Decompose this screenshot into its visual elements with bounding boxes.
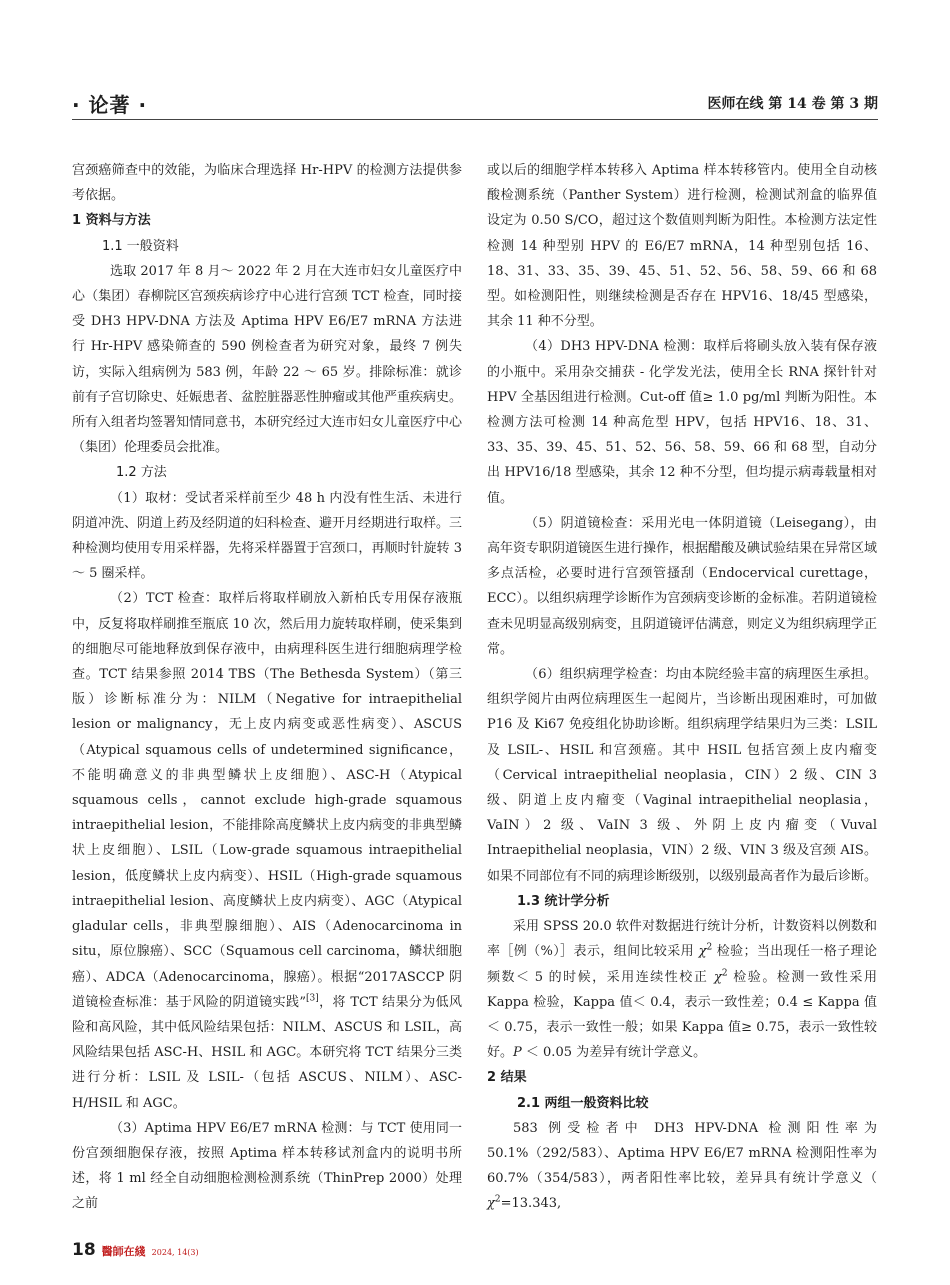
intro-tail: 宫颈癌筛查中的效能，为临床合理选择 Hr-HPV 的检测方法提供参考依据。 [72, 163, 462, 204]
heading-stats: 1.3 统计学分析 [517, 893, 610, 909]
chi-square-mark-3: 2 [494, 1195, 501, 1205]
reference-mark: [3] [305, 993, 319, 1004]
paragraph-aptima: （3）Aptima HPV E6/E7 mRNA 检测：与 TCT 使用同一份宫颈细胞保存液，按照 Aptima 样本转移试剂盒内的说明书所述，将 1 ml 经全自动细胞检测检测系统（ThinPrep 2000）处理之前 [72, 1120, 462, 1212]
paragraph-tct [72, 586, 462, 1115]
p-symbol: P [513, 1045, 522, 1061]
issue-label: 2024, 14(3) [151, 1248, 199, 1257]
results-text-b: =13.343, [500, 1196, 562, 1212]
header-rule [72, 119, 878, 120]
stats-text-a: 采用 SPSS 20.0 软件对数据进行统计分析，计数资料以例数和率［例（%）］表示，组间比较采用 [487, 919, 877, 960]
heading-methods: 1 资料与方法 [72, 213, 151, 229]
chi-square-mark: 2 [706, 942, 713, 953]
paragraph-stats [487, 914, 877, 1065]
tct-tail: ，将 TCT 结果分为低风险和高风险，其中低风险结果包括：NILM、ASCUS 和 LSIL，高风险结果包括 ASC-H、HSIL 和 AGC。本研究将 TCT 结果分三类进行分析：LSIL 及 LSIL-（包括 ASCUS、NILM）、ASC-H/HSIL 和 AGC。 [72, 994, 462, 1111]
paragraph-dh3: （4）DH3 HPV-DNA 检测：取样后将刷头放入装有保存液的小瓶中。采用杂交捕获 - 化学发光法，使用全长 RNA 探针针对 HPV 全基因组进行检测。Cut-off 值≥ 1.0 pg/ml 判断为阳性。本检测方法可检测 14 种高危型 HPV，包括 HPV16、18、31、33、35、39、45、51、52、56、58、59、66 和 68 型，自动分出 HPV16/18 型感染，其余 12 种不分型，但均提示病毒载量相对值。 [487, 339, 877, 506]
journal-logo: 醫師在綫 [101, 1245, 146, 1258]
paragraph-pathology: （6）组织病理学检查：均由本院经验丰富的病理医生承担。组织学阅片由两位病理医生一起阅片，当诊断出现困难时，可加做 P16 及 Ki67 免疫组化协助诊断。组织病理学结果归为三类：LSIL 及 LSIL-、HSIL 和宫颈癌。其中 HSIL 包括宫颈上皮内瘤变（Cervical intraepithelial neoplasia，CIN）2 级、CIN 3 级、阴道上皮内瘤变（Vaginal intraepithelial neoplasia，VaIN）2 级、VaIN 3 级、外阴上皮内瘤变（Vuval Intraepithelial neoplasia，VIN）2 级、VIN 3 级及宫颈 AIS。如果不同部位有不同的病理诊断级别，以级别最高者作为最后诊断。 [487, 667, 878, 884]
results-text-a: 583 例受检者中 DH3 HPV-DNA 检测阳性率为 50.1%（292/583）、Aptima HPV E6/E7 mRNA 检测阳性率为 60.7%（354/583），两者阳性率比较，差异具有统计学意义（ [487, 1120, 877, 1187]
chi-square-mark-2: 2 [721, 968, 728, 979]
paragraph-aptima-cont: 或以后的细胞学样本转移入 Aptima 样本转移管内。使用全自动核酸检测系统（Panther System）进行检测，检测试剂盒的临界值设定为 0.50 S/CO，超过这个数值则判断为阳性。本检测方法定性检测 14 种型别 HPV 的 E6/E7 mRNA，14 种型别包括 16、18、31、33、35、39、45、51、52、56、58、59、66 和 68 型。如检测阳性，则继续检测是否存在 HPV16、18/45 型感染，其余 11 种不分型。 [487, 163, 877, 330]
heading-method: 1.2 方法 [116, 465, 167, 481]
paragraph-colposcopy: （5）阴道镜检查：采用光电一体阴道镜（Leisegang），由高年资专职阴道镜医生进行操作，根据醋酸及碘试验结果在异常区域多点活检，必要时进行宫颈管搔刮（Endocervical curettage，ECC）。以组织病理学诊断作为宫颈病变诊断的金标准。若阴道镜检查未见明显高级别病变，且阴道镜评估满意，则定义为组织病理学正常。 [487, 515, 878, 657]
section-label: · 论著 · [72, 93, 148, 117]
left-column [72, 158, 462, 1217]
footer [72, 1240, 199, 1260]
heading-results: 2 结果 [487, 1070, 527, 1086]
journal-info: 医师在线 第 14 卷 第 3 期 [707, 96, 878, 112]
chi-symbol-3: χ [487, 1196, 495, 1212]
tct-text: （2）TCT 检查：取样后将取样刷放入新柏氏专用保存液瓶中，反复将取样刷推至瓶底 10 次，然后用力旋转取样刷，使采集到的细胞尽可能地释放到保存液中，由病理科医生进行细胞病理学检查。TCT 结果参照 2014 TBS（The Bethesda System）（第三版）诊断标准分为：NILM（Negative for intraepithelial lesion or malignancy，无上皮内病变或恶性病变）、ASCUS（Atypical squamous cells of undetermined significance，不能明确意义的非典型鳞状上皮细胞）、ASC-H（Atypical squamous cells，cannot exclude high-grade squamous intraepithelial lesion，不能排除高度鳞状上皮内病变的非典型鳞状上皮细胞）、LSIL（Low-grade squamous intraepithelial lesion，低度鳞状上皮内病变）、HSIL（High-grade squamous intraepithelial lesion、高度鳞状上皮内病变）、AGC（Atypical gladular cells，非典型腺细胞）、AIS（Adenocarcinoma in situ，原位腺癌）、SCC（Squamous cell carcinoma，鳞状细胞癌）、ADCA（Adenocarcinoma，腺癌）。根据“2017ASCCP 阴道镜检查标准：基于风险的阴道镜实践” [72, 591, 462, 1010]
heading-general: 1.1 一般资料 [102, 238, 179, 254]
page-number: 18 [72, 1240, 96, 1260]
right-column [487, 158, 877, 1217]
stats-text-c: 检验。检测一致性采用 Kappa 检验，Kappa 值＜ 0.4，表示一致性差；0.4 ≤ Kappa 值＜ 0.75，表示一致性一般；如果 Kappa 值≥ 0.75，表示一致性较好。 [487, 969, 877, 1061]
stats-text-d: ＜ 0.05 为差异有统计学意义。 [525, 1045, 707, 1061]
heading-compare: 2.1 两组一般资料比较 [517, 1095, 649, 1111]
paragraph-results [487, 1116, 877, 1217]
chi-symbol: χ [698, 944, 707, 960]
stats-text-b: 检验；当出现任一格子理论频数＜ 5 的时候，采用连续性校正 [487, 944, 877, 985]
paragraph-general: 选取 2017 年 8 月～ 2022 年 2 月在大连市妇女儿童医疗中心（集团）春柳院区宫颈疾病诊疗中心进行宫颈 TCT 检查，同时接受 DH3 HPV-DNA 方法及 Aptima HPV E6/E7 mRNA 方法进行 Hr-HPV 感染筛查的 590 例检查者为研究对象，最终 7 例失访，实际入组病例为 583 例，年龄 22 ～ 65 岁。排除标准：就诊前有子宫切除史、妊娠患者、盆腔脏器恶性肿瘤或其他严重疾病史。所有入组者均签署知情同意书，本研究经过大连市妇女儿童医疗中心（集团）伦理委员会批准。 [72, 263, 463, 456]
chi-symbol-2: χ [714, 969, 722, 985]
paragraph-sampling: （1）取材：受试者采样前至少 48 h 内没有性生活、未进行阴道冲洗、阴道上药及经阴道的妇科检查、避开月经期进行取样。三种检测均使用专用采样器，先将采样器置于宫颈口，再顺时针旋转 3 ～ 5 圈采样。 [72, 490, 463, 582]
